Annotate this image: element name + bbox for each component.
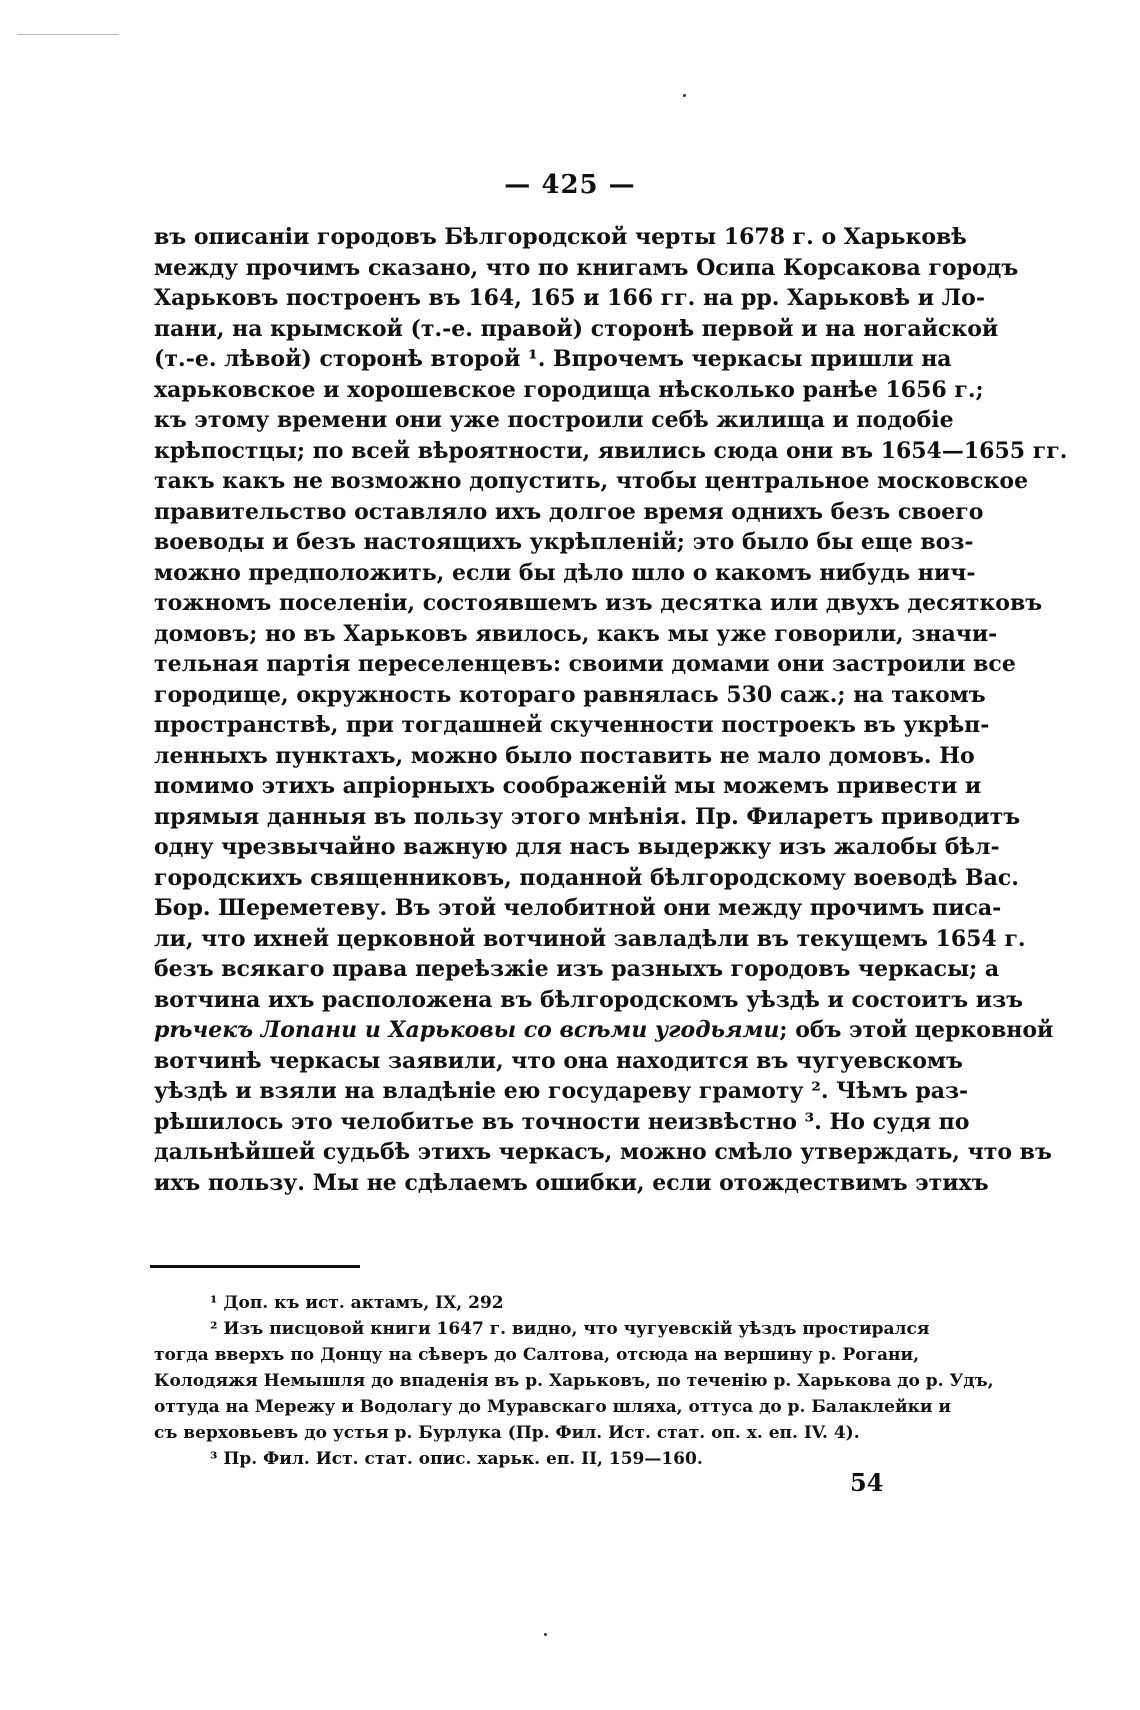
text-line: такъ какъ не возможно допустить, чтобы центральное московское xyxy=(154,468,1029,494)
text-line: можно предположить, если бы дѣло шло о какомъ нибудь нич- xyxy=(154,559,976,586)
text-line: тожномъ поселеніи, состоявшемъ изъ десятка или двухъ десятковъ xyxy=(154,590,1043,616)
text-line: ли, что ихней церковной вотчиной завладѣли въ текущемъ 1654 г. xyxy=(154,925,1026,952)
italic-quote: рѣчекъ Лопани и Харьковы со всѣми угодьями xyxy=(154,1017,780,1043)
footnote-2-continuation: оттуда на Мережу и Водолагу до Муравскаго шляха, оттуса до р. Балаклейки и xyxy=(154,1397,952,1417)
text-line: правительство оставляло ихъ долгое время однихъ безъ своего xyxy=(154,498,984,525)
footnote-2: ² Изъ писцовой книги 1647 г. видно, что чугуевскій уѣздъ простирался xyxy=(210,1319,930,1339)
text-line: (т.-е. лѣвой) сторонѣ второй ¹. Впрочемъ черкасы пришли на xyxy=(154,346,952,372)
footnote-2-continuation: Колодяжя Немышля до впаденія въ р. Харьковъ, по теченію р. Харькова до р. Удъ, xyxy=(154,1371,994,1391)
text-line: вотчина ихъ расположена въ бѣлгородскомъ уѣздѣ и состоитъ изъ xyxy=(154,986,1024,1013)
scan-speck xyxy=(683,94,686,97)
text-line: харьковское и хорошевское городища нѣсколько ранѣе 1656 г.; xyxy=(154,376,984,403)
text-line: домовъ; но въ Харьковъ явилось, какъ мы уже говорили, значи- xyxy=(154,620,998,647)
scan-edge-rule xyxy=(18,34,118,35)
text-line: воеводы и безъ настоящихъ укрѣпленій; это было бы еще воз- xyxy=(154,529,974,555)
printer-signature-mark: 54 xyxy=(850,1468,884,1497)
scan-speck xyxy=(544,1633,547,1636)
text-line: пространствѣ, при тогдашней скученности построекъ въ укрѣп- xyxy=(154,712,990,738)
text-line: уѣздѣ и взяли на владѣніе ею государеву грамоту ². Чѣмъ раз- xyxy=(154,1078,969,1104)
footnote-2-continuation: съ верховьевъ до устья р. Бурлука (Пр. Фил. Ист. стат. оп. х. еп. IV. 4). xyxy=(154,1423,860,1443)
text-line: городище, окружность котораго равнялась 530 саж.; на такомъ xyxy=(154,681,986,708)
text-line: крѣпостцы; по всей вѣроятности, явились сюда они въ 1654—1655 гг. xyxy=(154,437,1068,464)
text-line: ленныхъ пунктахъ, можно было поставить не мало домовъ. Но xyxy=(154,742,975,769)
text-line: городскихъ священниковъ, поданной бѣлгородскому воеводѣ Вас. xyxy=(154,864,1019,891)
footnote-2-continuation: тогда вверхъ по Донцу на сѣверъ до Салтова, отсюда на вершину р. Рогани, xyxy=(154,1345,919,1365)
text-line: ихъ пользу. Мы не сдѣлаемъ ошибки, если отождествимъ этихъ xyxy=(154,1169,989,1196)
body-text xyxy=(154,222,1068,1198)
text-line: рѣшилось это челобитье въ точности неизвѣстно ³. Но судя по xyxy=(154,1108,970,1135)
text-line: къ этому времени они уже построили себѣ жилища и подобіе xyxy=(154,407,954,433)
text-line: Бор. Шереметеву. Въ этой челобитной они между прочимъ писа- xyxy=(154,895,1002,921)
text-line: тельная партія переселенцевъ: своими домами они застроили все xyxy=(154,651,1016,677)
text-line-italic-quote: рѣчекъ Лопани и Харьковы со всѣми угодьями; объ этой церковной xyxy=(154,1017,1054,1043)
footnote-1: ¹ Доп. къ ист. актамъ, IX, 292 xyxy=(210,1293,504,1313)
text-line: между прочимъ сказано, что по книгамъ Осипа Корсакова городъ xyxy=(154,254,1019,281)
text-line: вотчинѣ черкасы заявили, что она находится въ чугуевскомъ xyxy=(154,1047,963,1074)
text-line: помимо этихъ апріорныхъ соображеній мы можемъ привести и xyxy=(154,773,982,799)
text-line: прямыя данныя въ пользу этого мнѣнія. Пр. Филаретъ приводитъ xyxy=(154,803,1021,830)
text-line: безъ всякаго права переѣзжіе изъ разныхъ городовъ черкасы; а xyxy=(154,956,1000,982)
text-line: въ описаніи городовъ Бѣлгородской черты 1678 г. о Харьковѣ xyxy=(154,224,967,250)
footnote-3: ³ Пр. Фил. Ист. стат. опис. харьк. еп. II, 159—160. xyxy=(210,1449,703,1469)
page-number: — 425 — xyxy=(504,170,636,200)
text-line: пани, на крымской (т.-е. правой) сторонѣ первой и на ногайской xyxy=(154,315,999,342)
text-line: одну чрезвычайно важную для насъ выдержку изъ жалобы бѣл- xyxy=(154,834,1000,860)
text-line: дальнѣйшей судьбѣ этихъ черкасъ, можно смѣло утверждать, что въ xyxy=(154,1139,1052,1165)
footnotes xyxy=(154,1290,994,1472)
footnote-divider xyxy=(150,1265,360,1268)
text-line: Харьковъ построенъ въ 164, 165 и 166 гг. на рр. Харьковѣ и Ло- xyxy=(154,285,985,311)
